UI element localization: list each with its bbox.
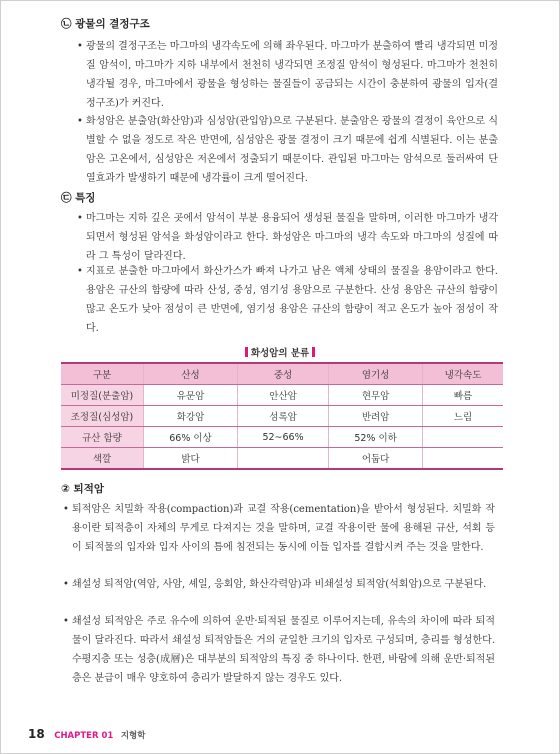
bullet-paragraph bbox=[77, 37, 498, 113]
table-cell: 52∼66% bbox=[237, 427, 328, 448]
bullet-text: 광물의 결정구조는 마그마의 냉각속도에 의해 좌우된다. 마그마가 분출하여 빨리 냉각되면 미정질 암석이, 마그마가 지하 내부에서 천천히 냉각되면 조정질 암석이 형성된다. 마그마가 천천히 냉각될 경우, 마그마에서 광물을 형성하는 물질들이 공급되는 시간이 충분하여 광물의 입자(결정구조)가 커진다. bbox=[86, 41, 498, 109]
table-header-cell: 산성 bbox=[144, 363, 238, 385]
table-header-cell: 냉각속도 bbox=[423, 363, 503, 385]
row-header-cell: 색깔 bbox=[61, 448, 144, 470]
table-row bbox=[61, 385, 503, 406]
bullet-paragraph bbox=[63, 500, 495, 557]
bullet-dot: • bbox=[77, 266, 83, 277]
table-cell: 현무암 bbox=[329, 385, 423, 406]
table-title-text: 화성암의 분류 bbox=[250, 348, 310, 359]
table-row bbox=[61, 406, 503, 427]
bullet-text: 퇴적암은 치밀화 작용(compaction)과 교결 작용(cementation)을 받아서 형성된다. 치밀화 작용이란 퇴적층이 자체의 무게로 다져지는 것을 말하며, 교결 작용이란 물에 용해된 규산, 석회 등이 퇴적물의 입자와 입자 사이의 틈에 침전되는 동시에 이들 입자를 결합시켜 주는 것을 말한다. bbox=[72, 504, 495, 553]
bullet-text: 화성암은 분출암(화산암)과 심성암(관입암)으로 구분된다. 분출암은 광물의 결정이 육안으로 식별할 수 없을 정도로 작은 반면에, 심성암은 광물 결정이 크기 때문에 쉽게 식별된다. 이는 분출암은 고온에서, 심성암은 저온에서 정출되기 때문이다. 관입된 마그마는 암석으로 둘러싸여 단열효과가 발생하기 때문에 냉각률이 크게 떨어진다. bbox=[86, 116, 498, 184]
section-marker: ㉡ bbox=[61, 18, 72, 30]
section-marker: ㉢ bbox=[61, 192, 72, 204]
table-header-cell: 구분 bbox=[61, 363, 144, 385]
bullet-paragraph bbox=[77, 262, 498, 338]
section-title: 특징 bbox=[75, 192, 96, 204]
table-cell: 빠름 bbox=[423, 385, 503, 406]
table-cell: 66% 이상 bbox=[144, 427, 238, 448]
section-heading-crystal-structure bbox=[61, 16, 150, 31]
table-header-row bbox=[61, 363, 503, 385]
title-bar-right bbox=[312, 347, 315, 357]
bullet-text: 쇄설성 퇴적암은 주로 유수에 의하여 운반·퇴적된 물질로 이루어지는데, 유속의 차이에 따라 퇴적물이 달라진다. 따라서 쇄설성 퇴적암들은 거의 균일한 크기의 입자로 구성되며, 층리를 형성한다. 수평지층 또는 성층(成層)은 대부분의 퇴적암의 특징 중 하나이다. 한편, 바람에 의해 운반·퇴적된 층은 분급이 매우 양호하여 층리가 발달하지 않는 경우도 있다. bbox=[72, 616, 495, 684]
bullet-paragraph bbox=[77, 209, 498, 266]
row-header-cell: 조정질(심성암) bbox=[61, 406, 144, 427]
section-title: 퇴적암 bbox=[73, 483, 104, 495]
table-header-cell: 중성 bbox=[237, 363, 328, 385]
section-title: 광물의 결정구조 bbox=[75, 18, 150, 30]
bullet-dot: • bbox=[77, 213, 83, 224]
table-cell: 섬록암 bbox=[237, 406, 328, 427]
table-cell bbox=[237, 448, 328, 470]
table-cell: 어둡다 bbox=[329, 448, 423, 470]
bullet-dot: • bbox=[77, 41, 83, 52]
table-cell bbox=[423, 448, 503, 470]
table-title bbox=[0, 345, 560, 359]
bullet-dot: • bbox=[63, 579, 69, 590]
title-bar-left bbox=[245, 347, 248, 357]
subject-label: 지형학 bbox=[120, 731, 146, 741]
section-heading-features bbox=[61, 190, 95, 205]
table-row bbox=[61, 448, 503, 470]
bullet-dot: • bbox=[63, 504, 69, 515]
bullet-paragraph bbox=[63, 612, 495, 688]
bullet-text: 마그마는 지하 깊은 곳에서 암석이 부분 용융되어 생성된 물질을 말하며, 이러한 마그마가 냉각되면서 형성된 암석을 화성암이라고 한다. 화성암은 마그마의 냉각 속도와 마그마의 성질에 따라 그 특성이 달라진다. bbox=[86, 213, 498, 262]
table-cell: 유문암 bbox=[144, 385, 238, 406]
bullet-paragraph bbox=[77, 112, 498, 188]
bullet-dot: • bbox=[77, 116, 83, 127]
table-row bbox=[61, 427, 503, 448]
igneous-rock-classification-table bbox=[61, 362, 503, 470]
table-cell: 밝다 bbox=[144, 448, 238, 470]
page-number: 18 bbox=[28, 727, 45, 741]
bullet-text: 지표로 분출한 마그마에서 화산가스가 빠져 나가고 남은 액체 상태의 물질을 용암이라고 한다. 용암은 규산의 함량에 따라 산성, 중성, 염기성 용암으로 구분한다. 산성 용암은 규산의 함량이 많고 온도가 낮아 점성이 큰 반면에, 염기성 용암은 규산의 함량이 적고 온도가 높아 점성이 작다. bbox=[86, 266, 498, 334]
row-header-cell: 규산 함량 bbox=[61, 427, 144, 448]
table-cell bbox=[423, 427, 503, 448]
table-header-cell: 염기성 bbox=[329, 363, 423, 385]
section-marker: ② bbox=[61, 483, 70, 495]
table-cell: 화강암 bbox=[144, 406, 238, 427]
table-cell: 52% 이하 bbox=[329, 427, 423, 448]
section-heading-sedimentary-rock bbox=[61, 481, 104, 496]
page-footer bbox=[28, 727, 145, 741]
bullet-dot: • bbox=[63, 616, 69, 627]
table-cell: 반려암 bbox=[329, 406, 423, 427]
chapter-label: CHAPTER 01 bbox=[54, 731, 114, 741]
bullet-paragraph bbox=[63, 575, 495, 594]
table-cell: 느림 bbox=[423, 406, 503, 427]
bullet-text: 쇄설성 퇴적암(역암, 사암, 셰일, 응회암, 화산각력암)과 비쇄설성 퇴적암(석회암)으로 구분된다. bbox=[72, 579, 487, 590]
table-cell: 안산암 bbox=[237, 385, 328, 406]
row-header-cell: 미정질(분출암) bbox=[61, 385, 144, 406]
